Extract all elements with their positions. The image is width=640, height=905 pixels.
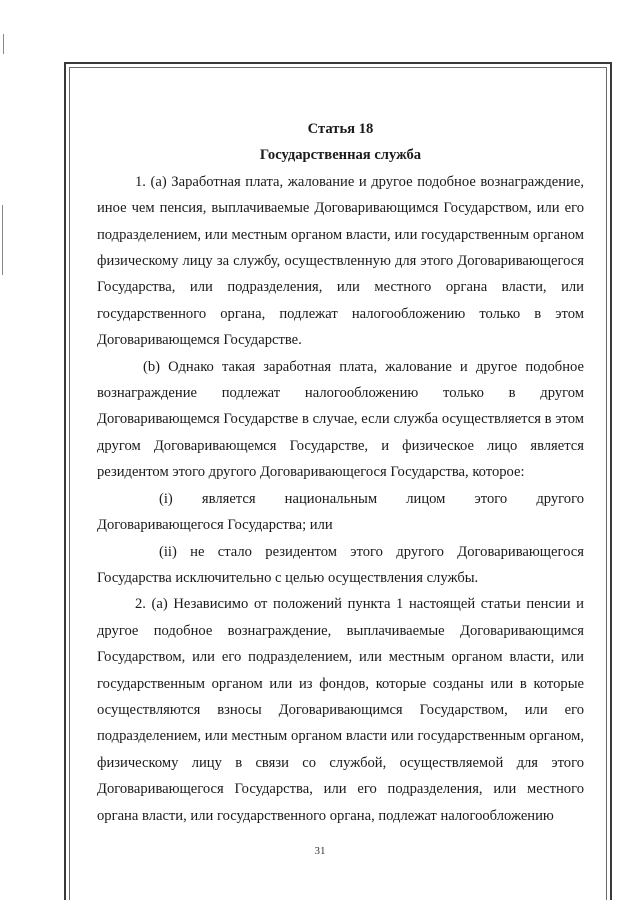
paragraph-1a: 1. (a) Заработная плата, жалование и другое подобное вознаграждение, иное чем пенсия, выплачиваемые Договаривающимся Государством, или его подразделением, или местным органом власти, или государственным органом физическому лицу за службу, осуществленную для этого Договаривающегося Государства, или подразделения, или местного органа власти, или государственного органа, подлежат налогообложению только в этом Договаривающемся Государстве. [97, 173, 584, 349]
paragraph-1b: (b) Однако такая заработная плата, жалование и другое подобное вознаграждение подлежат налогообложению только в другом Договаривающемся Государстве в случае, если служба осуществляется в этом другом Договаривающемся Государстве, и физическое лицо является резидентом этого другого Договаривающегося Государства, которое: [97, 358, 584, 481]
scan-mark-top [3, 34, 4, 54]
article-number-title: Статья 18 [307, 121, 374, 137]
paragraph-2a: 2. (a) Независимо от положений пункта 1 настоящей статьи пенсии и другое подобное вознаграждение, выплачиваемые Договаривающимся Государством, или его подразделением, или местным органом власти, или государственным органом или из фондов, которые созданы или в которые осуществляются взносы Договаривающимся Государством, или его подразделением, или местным органом власти или государственным органом, физическому лицу в связи со службой, осуществляемой для этого Договаривающегося Государства, или его подразделения, или местного органа власти, или государственного органа, подлежат налогообложению [97, 596, 584, 824]
article-subject-title: Государственная служба [259, 147, 422, 164]
paragraph-1b-i: (i) является национальным лицом этого другого Договаривающегося Государства; или [97, 490, 584, 534]
document-body [97, 116, 584, 829]
paragraph-1b-ii: (ii) не стало резидентом этого другого Договаривающегося Государства исключительно с целью осуществления службы. [97, 543, 584, 586]
page-number: 31 [314, 845, 326, 857]
scan-mark-left [2, 205, 3, 275]
